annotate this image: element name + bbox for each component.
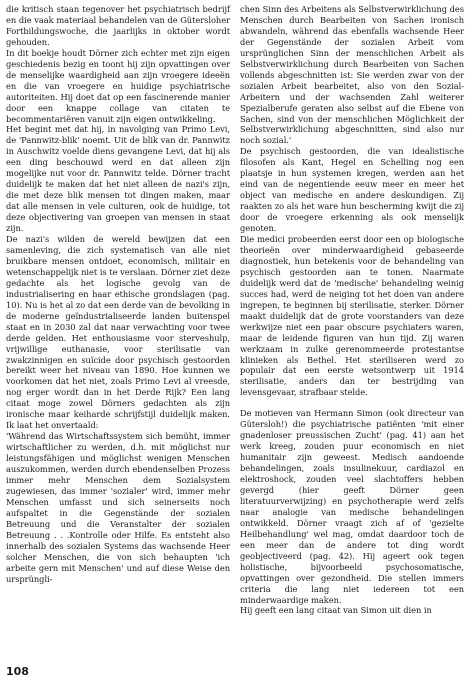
block-quote: 'Während das Wirtschaftssystem sich bemüht, immer wirtschaftlicher zu werden, d.h. mit möglichst nur leistungsfähigen und möglichst wenigen Menschen auszukommen, werden durch ebendenselben Prozess immer mehr Menschen dem Sozialsystem zugewiesen, das immer 'sozialer' wird, immer mehr Menschen umfasst und sich seinerseits noch aufspaltet in die Gegenstände der sozialen Betreuung und die Veranstalter der sozialen Betreuung . . .Kontrolle oder Hilfe. Es entsteht also innerhalb des sozialen Systems das wachsende Heer solcher Menschen, die von sich behaupten 'ich arbeite gern mit Menschen' und auf diese Weise den ursprüngli- [6, 431, 230, 584]
paragraph: Hij geeft een lang citaat van Simon uit dien in [240, 605, 432, 616]
paragraph: Die medici probeerden eerst door een op biologische theorieën over minderwaardigheid gebaseerde diagnostiek, hun betekenis voor de behandeling van psychisch gestoorden aan te tonen. Naarmate duidelijk werd dat de 'medische' behandeling weinig succes had, werd de neiging tot het doen van andere ingrepen, te beginnen bij sterilisatie, sterker. Dörner maakt duidelijk dat de grote voorstanders van deze werkwijze niet een paar obscure psychiaters waren, maar de leidende figuren van hun tijd. Zij waren werkzaam in zulke gerenommeerde protestantse klinieken als Bethel. Het steriliseren werd zo populair dat een eerste wetsontwerp uit 1914 sterilisatie, anders dan ter bestrijding van levensgevaar, strafbaar stelde. [240, 234, 464, 398]
document-page [6, 4, 464, 680]
page-number: 108 [6, 665, 29, 678]
paragraph: De psychisch gestoorden, die van idealistische filosofen als Kant, Hegel en Schelling nog een plaatsje in hun systemen kregen, werden aan het eind van de negentiende eeuw meer en meer het object van medische en andere deskundigen. Zij raakten zo als het ware hun bescherming kwijt die zij door de vroegere erkenning als ook menselijk genoten. [240, 146, 464, 234]
right-column [240, 4, 464, 616]
paragraph: De nazi's wilden de wereld bewijzen dat een samenleving, die zich systematisch van alle niet bruikbare mensen ontdoet, economisch, militair en wetenschappelijk niet is te verslaan. Dörner ziet deze gedachte als het logische gevolg van de industrialisering en haar ethische grondslagen (pag. 10). Nu is het al zo dat een derde van de bevolking in de moderne geïndustrialiseerde landen buitenspel staat en in 2030 zal dat naar verwachting voor twee derde gelden. Het enthousiasme voor sterveshulp, vrijwillige euthanasie, voor sterilisatie van zwakzinnigen en suïcide door psychisch gestoorden bereikt weer het niveau van 1890. Hoe kunnen we voorkomen dat het niet, zoals Primo Levi al vreesde, nog erger wordt dan in het Derde Rijk? Een lang citaat moge zowel Dörners gedachten als zijn ironische maar keiharde schrijfstijl duidelijk maken. Ik laat het onvertaald: [6, 234, 230, 431]
block-quote-continued: chen Sinn des Arbeitens als Selbstverwirklichung des Menschen durch Bearbeiten von Sachen ironisch abwandeln, während das ebenfalls wachsende Heer der Gegenstände der sozialen Arbeit vom ursprünglichen Sinn der menschlichen Arbeit als Selbstverwirklichung durch Bearbeiten von Sachen vollends abgeschnitten ist: Sie werden zwar von der sozialen Arbeit bearbeitet, also von den Sozial-Arbeitern und der wachsenden Zahl weiterer Spezialberufe geraten also selbst auf die Ebene von Sachen, sind von der menschlichen Möglichkeit der Selbstverwirklichung abgeschnitten, sind also nur noch sozial.' [240, 4, 464, 146]
paragraph: In dit boekje houdt Dörner zich echter met zijn eigen geschiedenis bezig en toont hij zijn opvattingen over de menselijke waardigheid aan zijn vroegere ideeën en die van vroegere en huidige psychiatrische autoriteiten. Hij doet dat op een fascinerende manier door een knappe collage van citaten te becommentariëren vanuit zijn eigen ontwikkeling. [6, 47, 230, 124]
paragraph: die kritisch staan tegenover het psychiatrisch bedrijf en die vaak materiaal behandelen van de Gütersloher Fortbildungswoche, die jaarlijks in oktober wordt gehouden. [6, 4, 230, 47]
paragraph: Het begint met dat hij, in navolging van Primo Levi, de 'Pannwitz-blik' noemt. Uit de blik van dr. Pannwitz in Auschwitz voelde diens gevangene Levi, dat hij als een ding beschouwd werd en dat alleen zijn mogelijke nut voor dr. Pannwitz telde. Dörner tracht duidelijk te maken dat het niet alleen de nazi's zijn, die met deze blik mensen tot dingen maken, maar dat alle mensen in vele culturen, ook de huidige, tot deze objectivering van groepen van mensen in staat zijn. [6, 124, 230, 234]
left-column [6, 4, 230, 585]
paragraph: De motieven van Hermann Simon (ook directeur van Gütersloh!) die psychiatrische patiënten 'mit einer gnadenloser preussischen Zucht' (pag. 41) aan het werk kreeg, zouden puur economisch en niet humanitair zijn geweest. Medisch aandoende behandelingen, zoals insulinekuur, cardiazol en elektroshock, zouden veel slachtoffers hebben gevergd (hier geeft Dörner geen literatuurverwijzing) en psychotherapie werd zelfs naar analogie van medische behandelingen ontwikkeld. Dörner vraagt zich af of 'gezielte Heilbehandlung' wel mag, omdat daardoor toch de een meer dan de andere tot ding wordt geobjectiveerd (pag. 42). Hij ageert ook tegen holistische, bijvoorbeeld psychosomatische, opvattingen over gezondheid. Die stellen immers criteria die lang niet iedereen tot een minderwaardige maken. [240, 408, 464, 605]
